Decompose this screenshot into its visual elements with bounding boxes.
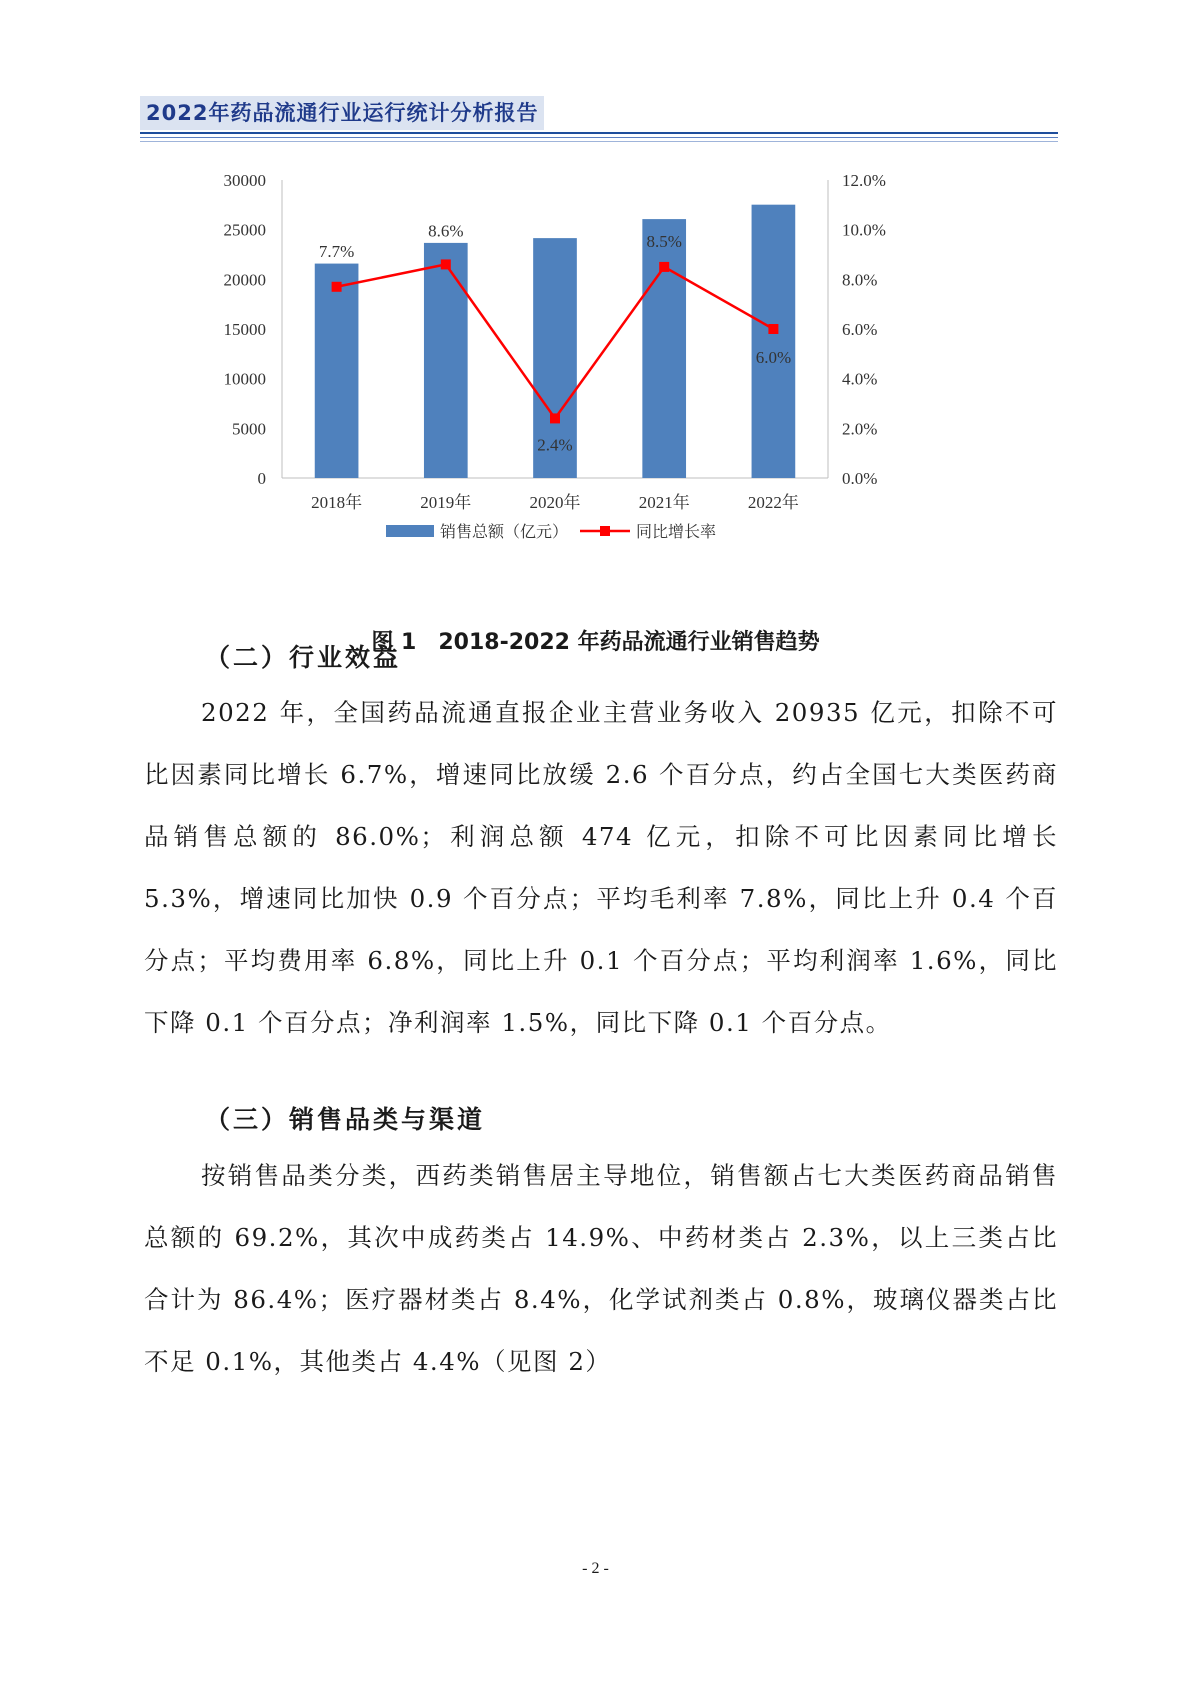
sales-bar [642, 219, 686, 478]
left-axis-tick-label: 10000 [223, 369, 266, 389]
growth-rate-data-label: 2.4% [537, 435, 573, 455]
sales-bar [752, 205, 796, 478]
paragraph-benefits: 2022 年，全国药品流通直报企业主营业务收入 20935 亿元，扣除不可比因素同比增长 6.7%，增速同比放缓 2.6 个百分点，约占全国七大类医药商品销售总额的 86.0%；利润总额 474 亿元，扣除不可比因素同比增长 5.3%，增速同比加快 0.9 个百分点；平均毛利率 7.8%，同比上升 0.4 个百分点；平均费用率 6.8%，同比上升 0.1 个百分点；平均利润率 1.6%，同比下降 0.1 个百分点；净利润率 1.5%，同比下降 0.1 个百分点。 [144, 698, 1058, 1037]
header-rule [140, 132, 1058, 134]
figure-caption: 图 1 2018-2022 年药品流通行业销售趋势 [371, 630, 820, 655]
x-axis-tick-label: 2021年 [638, 493, 690, 512]
left-axis-tick-label: 30000 [223, 172, 266, 190]
right-axis-tick-label: 2.0% [842, 419, 878, 439]
section-title-benefits: （二）行业效益 [205, 643, 402, 672]
legend-bar-swatch [386, 525, 434, 537]
growth-rate-marker [768, 324, 778, 334]
growth-rate-marker [332, 282, 342, 292]
section-title-categories: （三）销售品类与渠道 [205, 1105, 486, 1134]
growth-rate-data-label: 7.7% [318, 241, 355, 261]
paragraph-categories: 按销售品类分类，西药类销售居主导地位，销售额占七大类医药商品销售总额的 69.2%，其次中成药类占 14.9%、中药材类占 2.3%，以上三类占比合计为 86.4%；医疗器材类占 8.4%，化学试剂类占 0.8%，玻璃仪器类占比不足 0.1%，其他类占 4.4%（见图 2） [144, 1161, 1058, 1376]
sales-trend-chart [200, 172, 960, 562]
header-rule [140, 137, 1058, 138]
right-axis-tick-label: 8.0% [842, 270, 878, 290]
x-axis-tick-label: 2018年 [311, 493, 363, 512]
right-axis-tick-label: 4.0% [842, 369, 878, 389]
growth-rate-data-label: 8.5% [646, 231, 682, 251]
left-axis-tick-label: 15000 [223, 320, 266, 339]
legend-label-sales: 销售总额（亿元） [440, 522, 569, 541]
left-axis-tick-label: 0 [257, 469, 266, 488]
x-axis-tick-label: 2020年 [529, 493, 581, 512]
right-axis-tick-label: 6.0% [842, 320, 878, 339]
growth-rate-data-label: 6.0% [755, 348, 792, 367]
left-axis-tick-label: 25000 [223, 220, 266, 240]
right-axis-tick-label: 10.0% [842, 220, 886, 240]
growth-rate-data-label: 8.6% [428, 221, 464, 241]
legend-marker-swatch [600, 526, 610, 536]
page-number: - 2 - [582, 1560, 609, 1577]
growth-rate-marker [550, 413, 560, 423]
sales-bar [315, 264, 359, 478]
x-axis-tick-label: 2019年 [420, 493, 472, 512]
report-header-title: 2022年药品流通行业运行统计分析报告 [140, 96, 544, 130]
growth-rate-marker [659, 262, 669, 272]
right-axis-tick-label: 0.0% [842, 469, 878, 488]
header-rule [140, 141, 1058, 142]
left-axis-tick-label: 5000 [232, 419, 266, 439]
sales-bar [424, 243, 468, 478]
legend-label-growth: 同比增长率 [636, 522, 717, 541]
growth-rate-marker [441, 259, 451, 269]
x-axis-tick-label: 2022年 [747, 493, 799, 512]
left-axis-tick-label: 20000 [223, 270, 266, 290]
right-axis-tick-label: 12.0% [842, 172, 886, 190]
